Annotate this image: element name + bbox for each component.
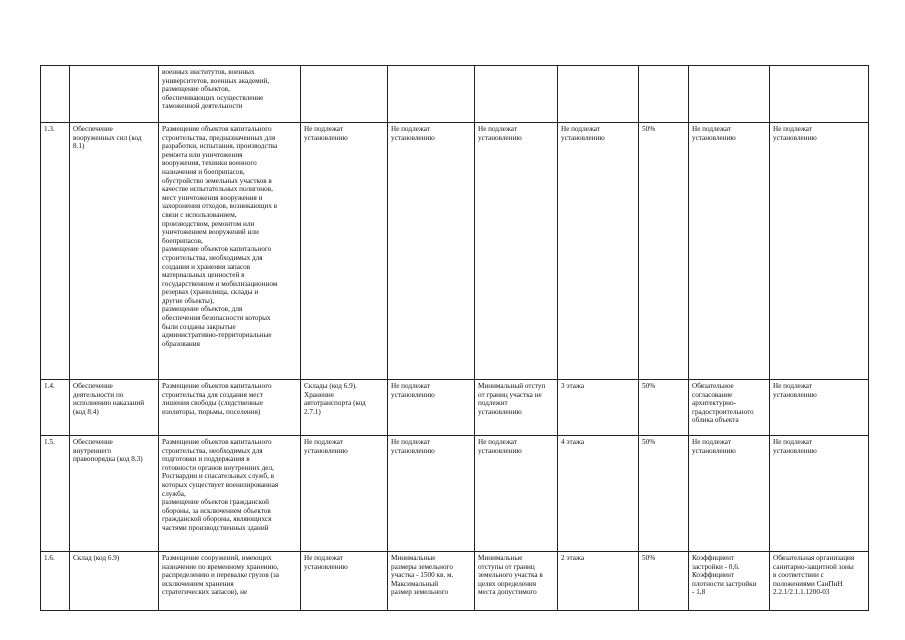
table-row — [41, 552, 869, 611]
table-cell: Обязательная организация санитарно-защитной зоны в соответствии с положениями СанПиН 2.2.1/2.1.1.1200-03 — [770, 552, 869, 611]
table-cell — [558, 66, 639, 123]
table-cell — [475, 66, 558, 123]
table-cell: Склады (код 6.9). Хранение автотранспорта (код 2.7.1) — [301, 380, 388, 436]
use-name-cell: Обеспечение деятельности по исполнению наказаний (код 8.4) — [70, 380, 159, 436]
row-number-cell: 1.6. — [41, 552, 70, 611]
table-cell — [770, 66, 869, 123]
table-cell: Не подлежат установлению — [475, 436, 558, 552]
table-cell: Коэффициент застройки - 0,6. Коэффициент плотности застройки - 1,8 — [689, 552, 770, 611]
table-cell: Не подлежат установлению — [301, 552, 388, 611]
table-cell: Не подлежат установлению — [388, 123, 475, 380]
table-cell — [639, 66, 689, 123]
table-cell: 50% — [639, 436, 689, 552]
table-cell: 50% — [639, 552, 689, 611]
table-cell — [388, 66, 475, 123]
row-number-cell: 1.4. — [41, 380, 70, 436]
table-cell: Не подлежат установлению — [770, 380, 869, 436]
table-cell: Не подлежат установлению — [301, 436, 388, 552]
table-cell: Не подлежат установлению — [770, 436, 869, 552]
table-cell: Не подлежат установлению — [770, 123, 869, 380]
table-cell: 2 этажа — [558, 552, 639, 611]
use-description-cell: Размещение объектов капитального строительства, необходимых для подготовки и поддержания в готовности органов внутренних дел, Росгвардии и спасательных служб, в которых существует военизированная служба, размещение объектов гражданской обороны, за исключением объектов гражданской обороны, являющихся частями производственных зданий — [159, 436, 301, 552]
table-cell: Минимальные отступы от границ земельного участка в целях определения места допустимого — [475, 552, 558, 611]
table-cell: 3 этажа — [558, 380, 639, 436]
row-number-cell: 1.3. — [41, 123, 70, 380]
table-row — [41, 380, 869, 436]
table-cell: Не подлежат установлению — [558, 123, 639, 380]
use-description-cell: военных институтов, военных университетов, военных академий, размещение объектов, обеспечивающих осуществление таможенной деятельности — [159, 66, 301, 123]
use-description-cell: Размещение сооружений, имеющих назначение по временному хранению, распределению и перевалке грузов (за исключением хранения стратегических запасов), не — [159, 552, 301, 611]
table-cell: Не подлежат установлению — [388, 380, 475, 436]
row-number-cell: 1.5. — [41, 436, 70, 552]
table-cell: Не подлежат установлению — [388, 436, 475, 552]
use-name-cell: Обеспечение вооруженных сил (код 8.1) — [70, 123, 159, 380]
table-row — [41, 123, 869, 380]
table-cell: Не подлежат установлению — [689, 123, 770, 380]
table-cell: 50% — [639, 123, 689, 380]
table-cell: Не подлежат установлению — [301, 123, 388, 380]
use-description-cell: Размещение объектов капитального строительства, предназначенных для разработки, испытания, производства ремонта или уничтожения вооружения, техники военного назначения и боеприпасов, обустройство земельных участков в качестве испытательных полигонов, мест уничтожения вооружения и захоронения отходов, возникающих в связи с использованием, производством, ремонтом или уничтожением вооружений или боеприпасов, размещение объектов капитального строительства, необходимых для создания и хранения запасов материальных ценностей в государственном и мобилизационном резервах (хранилища, склады и другие объекты), размещение объектов, для обеспечения безопасности которых были созданы закрытые административно-территориальные образования — [159, 123, 301, 380]
use-name-cell — [70, 66, 159, 123]
use-name-cell: Склад (код 6.9) — [70, 552, 159, 611]
table-row — [41, 66, 869, 123]
table-cell: 4 этажа — [558, 436, 639, 552]
table-cell: Обязательное согласование архитектурно- градостроительного облика объекта — [689, 380, 770, 436]
table-cell: 50% — [639, 380, 689, 436]
table-cell: Не подлежат установлению — [475, 123, 558, 380]
use-name-cell: Обеспечение внутреннего правопорядка (код 8.3) — [70, 436, 159, 552]
table-row — [41, 436, 869, 552]
row-number-cell — [41, 66, 70, 123]
table-cell: Минимальные размеры земельного участка - 1500 кв. м. Максимальный размер земельного — [388, 552, 475, 611]
table-cell: Не подлежат установлению — [689, 436, 770, 552]
table-cell — [689, 66, 770, 123]
table-cell: Минимальный отступ от границ участка не подлежит установлению — [475, 380, 558, 436]
zoning-regulations-table — [40, 65, 869, 611]
table-cell — [301, 66, 388, 123]
use-description-cell: Размещение объектов капитального строительства для создания мест лишения свободы (следственные изоляторы, тюрьмы, поселения) — [159, 380, 301, 436]
